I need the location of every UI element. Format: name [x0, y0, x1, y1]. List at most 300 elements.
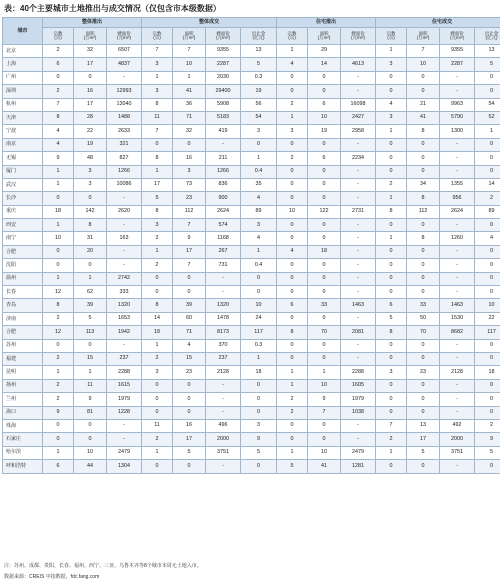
value-cell: 0 — [407, 71, 440, 84]
value-cell: 0 — [475, 219, 500, 232]
value-cell: 0 — [308, 286, 341, 299]
value-cell: 3 — [241, 219, 277, 232]
value-cell: 16 — [173, 152, 206, 165]
value-cell: 1 — [43, 219, 74, 232]
value-cell: 18 — [241, 366, 277, 379]
value-cell: 2 — [142, 433, 173, 446]
value-cell: 31 — [74, 232, 107, 245]
value-cell: 0 — [376, 219, 407, 232]
table-row — [3, 245, 500, 258]
value-cell: 2 — [277, 406, 308, 419]
value-cell: 17 — [74, 98, 107, 111]
value-cell: - — [440, 339, 475, 352]
data-source: 数据来源：CREIS 中指数据，fdc.fang.com — [4, 574, 100, 580]
value-cell: 956 — [440, 192, 475, 205]
city-cell: 长沙 — [3, 192, 43, 205]
value-cell: 2633 — [107, 125, 142, 138]
value-cell: 0 — [173, 272, 206, 285]
value-cell: 2624 — [206, 205, 241, 218]
value-cell: 17 — [74, 58, 107, 71]
value-cell: 10 — [308, 446, 341, 459]
value-cell: 18 — [142, 326, 173, 339]
value-cell: 1 — [142, 71, 173, 84]
value-cell: 8 — [376, 326, 407, 339]
value-cell: 0 — [376, 245, 407, 258]
value-cell: 1 — [277, 45, 308, 58]
value-cell: - — [206, 138, 241, 151]
value-cell: 2287 — [206, 58, 241, 71]
value-cell: 60 — [173, 312, 206, 325]
value-cell: 9963 — [440, 98, 475, 111]
value-cell: 19 — [308, 125, 341, 138]
city-cell: 上海 — [3, 58, 43, 71]
value-cell: 2624 — [440, 205, 475, 218]
value-cell: 0 — [308, 312, 341, 325]
value-cell: 8 — [376, 205, 407, 218]
value-cell: 0 — [407, 85, 440, 98]
value-cell: 0 — [277, 419, 308, 432]
value-cell: 2 — [142, 232, 173, 245]
value-cell: 5 — [74, 312, 107, 325]
value-cell: 7 — [142, 45, 173, 58]
value-cell: 1 — [308, 366, 341, 379]
value-cell: - — [341, 245, 376, 258]
value-cell: 3 — [142, 85, 173, 98]
value-cell: 1 — [376, 446, 407, 459]
value-cell: 0 — [308, 259, 341, 272]
value-cell: 1168 — [206, 232, 241, 245]
value-cell: 7 — [173, 259, 206, 272]
value-cell: 0 — [277, 312, 308, 325]
city-cell: 南宁 — [3, 232, 43, 245]
value-cell: 0 — [43, 245, 74, 258]
table-title: 表：40个主要城市土地推出与成交情况（仅包含市本级数据） — [4, 4, 221, 13]
value-cell: 0 — [277, 85, 308, 98]
value-cell: 5 — [376, 312, 407, 325]
value-cell: 370 — [206, 339, 241, 352]
value-cell: 0 — [173, 379, 206, 392]
value-cell: - — [206, 379, 241, 392]
table-row — [3, 366, 500, 379]
value-cell: 0 — [407, 245, 440, 258]
value-cell: 21 — [407, 98, 440, 111]
value-cell: 0.3 — [241, 339, 277, 352]
value-cell: 0 — [475, 165, 500, 178]
value-cell: 113 — [74, 326, 107, 339]
value-cell: 2 — [277, 152, 308, 165]
value-cell: 6 — [308, 98, 341, 111]
value-cell: - — [341, 165, 376, 178]
table-row — [3, 125, 500, 138]
value-cell: 10 — [407, 58, 440, 71]
table-row — [3, 312, 500, 325]
table-row — [3, 286, 500, 299]
value-cell: 1 — [74, 272, 107, 285]
value-cell: 1 — [142, 245, 173, 258]
value-cell: 33 — [308, 299, 341, 312]
value-cell: 0 — [173, 406, 206, 419]
value-cell: - — [206, 286, 241, 299]
table-row — [3, 299, 500, 312]
value-cell: - — [440, 165, 475, 178]
value-cell: 6 — [43, 460, 74, 473]
value-cell: 0 — [407, 406, 440, 419]
value-cell: 23 — [407, 366, 440, 379]
value-cell: - — [440, 406, 475, 419]
value-cell: 0 — [376, 71, 407, 84]
value-cell: 0 — [277, 165, 308, 178]
value-cell: 5 — [241, 446, 277, 459]
value-cell: 22 — [475, 312, 500, 325]
value-cell: 1 — [142, 339, 173, 352]
value-cell: 29 — [308, 45, 341, 58]
value-cell: 2427 — [341, 111, 376, 124]
value-cell: 419 — [206, 125, 241, 138]
value-cell: 1266 — [206, 165, 241, 178]
value-cell: 0 — [173, 393, 206, 406]
value-cell: 1281 — [341, 460, 376, 473]
value-cell: 5 — [475, 58, 500, 71]
group-header-overall-supply: 整体推出 — [43, 18, 142, 28]
value-cell: 1979 — [341, 393, 376, 406]
value-cell: 1320 — [107, 299, 142, 312]
value-cell: 1300 — [440, 125, 475, 138]
value-cell: 8 — [142, 152, 173, 165]
table-row — [3, 205, 500, 218]
value-cell: 0 — [475, 71, 500, 84]
sub-header-price-1: 楼面价 (元/m²) — [206, 28, 241, 45]
value-cell: 3 — [142, 58, 173, 71]
footnote: 注：苏州、成都、贵阳、长春、福州、西宁、三亚、乌鲁木齐等8个城市本周无土地入市。 — [4, 563, 202, 569]
value-cell: 10 — [241, 299, 277, 312]
value-cell: - — [206, 272, 241, 285]
value-cell: 44 — [74, 460, 107, 473]
table-row — [3, 272, 500, 285]
value-cell: 900 — [206, 192, 241, 205]
value-cell: 2 — [43, 45, 74, 58]
value-cell: - — [107, 339, 142, 352]
value-cell: 237 — [206, 352, 241, 365]
value-cell: 16 — [173, 419, 206, 432]
value-cell: - — [440, 393, 475, 406]
value-cell: 0 — [376, 272, 407, 285]
value-cell: 0 — [142, 138, 173, 151]
value-cell: 0 — [241, 406, 277, 419]
value-cell: 17 — [173, 245, 206, 258]
value-cell: 14 — [308, 58, 341, 71]
city-cell: 济南 — [3, 312, 43, 325]
value-cell: 0 — [43, 192, 74, 205]
value-cell: 0 — [308, 71, 341, 84]
value-cell: 9 — [43, 152, 74, 165]
table-row — [3, 111, 500, 124]
value-cell: 0 — [407, 339, 440, 352]
value-cell: 0 — [308, 219, 341, 232]
table-row — [3, 152, 500, 165]
value-cell: 0.4 — [241, 259, 277, 272]
value-cell: 836 — [206, 178, 241, 191]
value-cell: 8 — [407, 125, 440, 138]
value-cell: 0 — [376, 393, 407, 406]
value-cell: 9 — [475, 433, 500, 446]
value-cell: 8 — [142, 205, 173, 218]
value-cell: 7 — [142, 125, 173, 138]
value-cell: 13040 — [107, 98, 142, 111]
value-cell: 1 — [241, 352, 277, 365]
value-cell: 0 — [277, 259, 308, 272]
value-cell: - — [341, 232, 376, 245]
value-cell: 0 — [308, 165, 341, 178]
value-cell: 19 — [74, 138, 107, 151]
value-cell: 15 — [74, 352, 107, 365]
city-cell: 扬州 — [3, 379, 43, 392]
value-cell: 52 — [475, 111, 500, 124]
value-cell: 0 — [142, 393, 173, 406]
value-cell: 71 — [173, 111, 206, 124]
value-cell: 2 — [376, 178, 407, 191]
city-cell: 青岛 — [3, 299, 43, 312]
value-cell: 0 — [241, 138, 277, 151]
value-cell: 0 — [376, 259, 407, 272]
value-cell: 0 — [376, 85, 407, 98]
sub-header-amount-1: 出让金 (亿元) — [241, 28, 277, 45]
value-cell: 0 — [308, 192, 341, 205]
value-cell: - — [341, 272, 376, 285]
value-cell: 14 — [475, 178, 500, 191]
value-cell: 0 — [277, 219, 308, 232]
value-cell: - — [440, 352, 475, 365]
value-cell: 1 — [277, 379, 308, 392]
sub-header-area-2: 面积 (万m²) — [308, 28, 341, 45]
value-cell: 0 — [142, 460, 173, 473]
value-cell: 8 — [277, 326, 308, 339]
sub-header-count-3: 宗数 (宗) — [376, 28, 407, 45]
value-cell: - — [440, 152, 475, 165]
value-cell: 0 — [407, 152, 440, 165]
value-cell: 1228 — [107, 406, 142, 419]
value-cell: 0 — [43, 419, 74, 432]
value-cell: 0 — [475, 379, 500, 392]
value-cell: 2 — [43, 393, 74, 406]
value-cell: 0 — [277, 71, 308, 84]
value-cell: 8 — [43, 111, 74, 124]
value-cell: - — [206, 460, 241, 473]
value-cell: 0 — [277, 232, 308, 245]
value-cell: 70 — [407, 326, 440, 339]
value-cell: 1 — [43, 165, 74, 178]
value-cell: 5183 — [206, 111, 241, 124]
city-cell: 温州 — [3, 272, 43, 285]
value-cell: 2234 — [341, 152, 376, 165]
value-cell: 237 — [107, 352, 142, 365]
value-cell: 3 — [74, 165, 107, 178]
city-cell: 天津 — [3, 111, 43, 124]
value-cell: 0 — [241, 379, 277, 392]
value-cell: 0 — [74, 259, 107, 272]
value-cell: 12 — [43, 326, 74, 339]
sub-header-count-1: 宗数 (宗) — [142, 28, 173, 45]
city-cell: 海口 — [3, 406, 43, 419]
group-header-overall-deal: 整体成交 — [142, 18, 277, 28]
land-supply-transaction-table — [2, 17, 500, 474]
value-cell: 574 — [206, 219, 241, 232]
value-cell: 3 — [241, 419, 277, 432]
value-cell: 41 — [173, 85, 206, 98]
value-cell: 112 — [407, 205, 440, 218]
value-cell: 8173 — [206, 326, 241, 339]
value-cell: 0 — [407, 259, 440, 272]
value-cell: - — [341, 312, 376, 325]
value-cell: 731 — [206, 259, 241, 272]
value-cell: 0 — [43, 259, 74, 272]
value-cell: 0 — [277, 339, 308, 352]
city-cell: 无锡 — [3, 152, 43, 165]
value-cell: 1 — [376, 192, 407, 205]
value-cell: 1 — [173, 71, 206, 84]
value-cell: 0 — [308, 433, 341, 446]
value-cell: 0 — [376, 460, 407, 473]
value-cell: - — [440, 245, 475, 258]
value-cell: 7 — [407, 45, 440, 58]
table-row — [3, 393, 500, 406]
value-cell: 122 — [308, 205, 341, 218]
value-cell: 8 — [142, 98, 173, 111]
value-cell: 0 — [407, 393, 440, 406]
value-cell: 1615 — [107, 379, 142, 392]
value-cell: 19 — [241, 85, 277, 98]
value-cell: 8 — [407, 232, 440, 245]
value-cell: 9355 — [206, 45, 241, 58]
city-cell: 石家庄 — [3, 433, 43, 446]
table-row — [3, 446, 500, 459]
value-cell: 29400 — [206, 85, 241, 98]
value-cell: 18 — [475, 366, 500, 379]
value-cell: 9355 — [440, 45, 475, 58]
value-cell: 0 — [241, 272, 277, 285]
value-cell: - — [107, 192, 142, 205]
value-cell: - — [341, 433, 376, 446]
value-cell: 2 — [142, 352, 173, 365]
value-cell: 12993 — [107, 85, 142, 98]
value-cell: 41 — [308, 460, 341, 473]
value-cell: 10 — [74, 446, 107, 459]
table-row — [3, 339, 500, 352]
value-cell: 0 — [475, 85, 500, 98]
value-cell: 0 — [475, 286, 500, 299]
value-cell: 4 — [277, 245, 308, 258]
value-cell: 0 — [173, 138, 206, 151]
value-cell: 71 — [173, 326, 206, 339]
value-cell: 0.3 — [241, 71, 277, 84]
value-cell: 0 — [376, 352, 407, 365]
value-cell: 2030 — [206, 71, 241, 84]
value-cell: 0 — [74, 192, 107, 205]
value-cell: 2128 — [206, 366, 241, 379]
value-cell: 0 — [308, 232, 341, 245]
value-cell: - — [440, 259, 475, 272]
value-cell: 1530 — [440, 312, 475, 325]
value-cell: 41 — [407, 111, 440, 124]
value-cell: 89 — [475, 205, 500, 218]
value-cell: - — [341, 178, 376, 191]
value-cell: 16 — [74, 85, 107, 98]
value-cell: 11 — [74, 379, 107, 392]
value-cell: - — [107, 259, 142, 272]
value-cell: 1463 — [440, 299, 475, 312]
value-cell: 0 — [277, 138, 308, 151]
value-cell: 9 — [308, 393, 341, 406]
city-cell: 宁波 — [3, 125, 43, 138]
value-cell: 48 — [74, 152, 107, 165]
city-cell: 广州 — [3, 71, 43, 84]
value-cell: 39 — [74, 299, 107, 312]
value-cell: 492 — [440, 419, 475, 432]
value-cell: 0 — [277, 286, 308, 299]
value-cell: 3751 — [440, 446, 475, 459]
value-cell: 23 — [173, 366, 206, 379]
value-cell: 1 — [277, 111, 308, 124]
value-cell: 0 — [308, 85, 341, 98]
value-cell: 333 — [107, 286, 142, 299]
city-cell: 长春 — [3, 286, 43, 299]
value-cell: 0 — [277, 272, 308, 285]
value-cell: 2 — [277, 393, 308, 406]
sub-header-amount-3: 出让金 (亿元) — [475, 28, 500, 45]
value-cell: 16098 — [341, 98, 376, 111]
value-cell: 0 — [241, 286, 277, 299]
value-cell: 0 — [376, 152, 407, 165]
value-cell: 36 — [173, 98, 206, 111]
value-cell: 20 — [74, 245, 107, 258]
value-cell: 2731 — [341, 205, 376, 218]
value-cell: 3 — [277, 125, 308, 138]
value-cell: 5 — [173, 446, 206, 459]
city-cell: 北京 — [3, 45, 43, 58]
value-cell: 2000 — [206, 433, 241, 446]
value-cell: 0 — [308, 272, 341, 285]
value-cell: 267 — [206, 245, 241, 258]
value-cell: 0 — [142, 272, 173, 285]
value-cell: 4613 — [341, 58, 376, 71]
table-row — [3, 58, 500, 71]
table-row — [3, 379, 500, 392]
value-cell: 4 — [277, 58, 308, 71]
value-cell: 0 — [475, 352, 500, 365]
value-cell: 1038 — [341, 406, 376, 419]
value-cell: 3751 — [206, 446, 241, 459]
value-cell: - — [341, 352, 376, 365]
value-cell: 33 — [407, 299, 440, 312]
value-cell: 0 — [376, 339, 407, 352]
value-cell: 7 — [308, 406, 341, 419]
value-cell: 3 — [142, 366, 173, 379]
value-cell: 2000 — [440, 433, 475, 446]
value-cell: 4 — [241, 232, 277, 245]
value-cell: 6 — [376, 299, 407, 312]
value-cell: 2 — [376, 433, 407, 446]
value-cell: - — [107, 433, 142, 446]
value-cell: 10 — [43, 232, 74, 245]
value-cell: 15 — [173, 352, 206, 365]
value-cell: 22 — [74, 125, 107, 138]
table-row — [3, 232, 500, 245]
value-cell: 2 — [475, 419, 500, 432]
value-cell: - — [107, 71, 142, 84]
value-cell: - — [440, 138, 475, 151]
value-cell: - — [107, 419, 142, 432]
value-cell: 0 — [475, 339, 500, 352]
value-cell: 7 — [376, 419, 407, 432]
